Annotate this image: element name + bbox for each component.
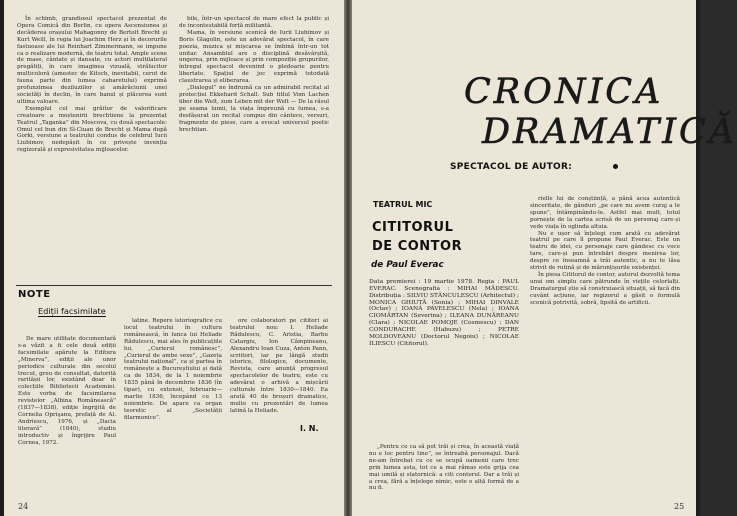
note-column-1 bbox=[18, 336, 116, 447]
section-label: SPECTACOL DE AUTOR: bbox=[450, 162, 573, 172]
paragraph: Exemplul cel mai grăitor de valorificare creatoare a moștenirii brechtiene la prezentat Teatrul „Taganka” din Moscova, cu două spectacole: Omul cel bun din Sî-Ciuan de Brecht și Mama după Gorki, versiune a teatrului condus de celebrul Iurii Liubimov, nedepășit în ce privește invenția regizorală și expresivitatea mijloacelor. bbox=[17, 105, 167, 154]
paragraph: Nu e ușor să înțelegi cum arată cu adevărat teatrul pe care îl propune Paul Everac. Este un teatru de idei, cu personaje care gândesc cu voce tare, care-și pun întrebări despre menirea lor, despre ce înseamnă a trăi autentic, a nu te lăsa strivit de rutină și de mărunțișurile existenței. bbox=[530, 230, 680, 272]
play-credits: Data premierei : 19 martie 1978. Regia : PAUL EVERAC. Scenografia : MIHAI MĂDESCU. Distribuția : SILVIU STĂNCULESCU (Arhitectul) ; MONICA GHIUȚĂ (Sonia) ; MIHAI DINVALE (Octav) ; IOANA PAVELESCU (Nela) ; IOANA CIOMÂRTAN (Severina) ; ILEANA DUNĂREANU (Clara) ; NICOLAE POMOJE (Cosmescu) ; DAN CONDURACHE (Habuzu) ; PETRE MOLDOVEANU (Doctorul Negoiu) ; NICOLAE ILIESCU (Cititorul). bbox=[369, 279, 519, 347]
right-page bbox=[352, 0, 737, 516]
paragraph: „Pentru ce ca să pot trăi și crea, în această viață nu e loc pentru tine”, se întreabă personajul. Dacă ne-am întrebat cu ce se ocupă oamenii care trec prin lumea asta, tot ce a mai rămas este grija cea mai umilă și statornică: a citi contorul. Dar a trăi și a crea, fără a înțelege nimic, este o altă formă de a nu fi. bbox=[369, 444, 519, 492]
cronica-title-line-2: DRAMATICĂ bbox=[482, 112, 737, 152]
paragraph: ore colaboratori pe cititori ai teatrului nou: I. Heliade Rădulescu, C. Aristia, Barbu Catargiu, Ion Câmpineanu, Alexandru Ioan Cuza, Anton Pann, scriitori, iar pe lângă studii istorice, filologice, documente, Revista, care anunță progresul spectacolelor de teatru, este cu adevărat o arhivă a mișcării culturale între 1830—1840. Ea arată 40 de broșuri dramatice, multe cu prezentări de lumea latină la Heliade. bbox=[230, 318, 328, 414]
paragraph: În piesa Cititorul de contor, autorul dezvoltă tema unui om simplu care pătrunde în viețile celorlalți. Dramaturgul știe să construiască situații, să facă din cuvânt acțiune, iar regizorul a găsit o formulă scenică potrivită, sobră, lipsită de artificii. bbox=[530, 271, 680, 306]
page-number-right: 25 bbox=[674, 502, 685, 511]
paragraph: De mare utilitate documentară s-a văzit a fi cele două ediții facsimilate apărute la Editura „Minerva”, ediții ale unor periodice culturale din secolul trecut, greu de consultat, datorită raritășii lor, existând doar în colecțiile Bibliotecii Academiei. Este vorba de facsimilarea revistelor „Albina Românească” (1837—1838), ediție îngrijită de Cornelia Oprişanu, prefață de Al. Andriescu, 1976, și „Dacia literară” (1840), studiu introductiv și îngrijire Paul Cornea, 1972. bbox=[18, 336, 116, 446]
paragraph: Mama, în versiune scenică de Iurii Liubimov și Boris Glagolin, este un adevărat spectacol, în care poezia, muzica și mișcarea se îmbină într-un tot unitar. Ansamblul are o disciplină desăvârșită, ungerea, prin mijloace și prin compoziție grupurilor, întregul spectacol devenind o pledoarie pentru libertate. Spațiul de joc exprimă totodată claustrarea și eliberarea. bbox=[179, 29, 329, 85]
left-column-1 bbox=[17, 16, 167, 154]
note-subtitle bbox=[38, 306, 106, 316]
left-column-2 bbox=[179, 16, 329, 133]
note-column-3 bbox=[230, 318, 328, 415]
note-signature: I. N. bbox=[300, 424, 319, 433]
bullet-dot bbox=[613, 164, 618, 169]
play-title-line-1: CITITORUL bbox=[372, 220, 454, 235]
left-page bbox=[4, 0, 344, 516]
section-divider bbox=[16, 285, 332, 286]
paragraph: „Dialogul” ne îndrumă ca un admirabil recital al protecției Ekkehard Schall. Sub titlul Vom Lachen über die Welt, zum Leben mit der Welt — De la râsul pe seama lumii, la viața împreună cu lumea, s-a desfășurat un recital compus din cântece, versuri, fragmente de piese, care a evocat universul poetic brechtian. bbox=[179, 85, 329, 133]
play-title-line-2: DE CONTOR bbox=[372, 239, 463, 254]
note-heading: NOTE bbox=[18, 289, 51, 300]
review-column-b bbox=[369, 444, 519, 492]
paragraph: bile, într-un spectacol de mare efect la public și de incontestabilă forță militantă. bbox=[179, 16, 329, 29]
play-author: de Paul Everac bbox=[371, 260, 444, 270]
paragraph: rielle lui de conștiință, a până acea autentică sinceritate, de gânduri „pe care nu avem curaj a le spune”, întâmpinându-le. Astfel mai mult, totul pornește de la cartea scrisă de un personaj care-și vede viața în oglinda altuia. bbox=[530, 196, 680, 230]
theatre-label: TEATRUL MIC bbox=[373, 200, 433, 209]
cronica-title-line-1: CRONICA bbox=[464, 72, 664, 112]
paragraph: latine. Repere istoriografice cu locul teatrului în cultura românească, în lunca lui Heliade Rădulescu, mai ales în publicațiile lui, „Curierul românesc”, „Curierul de ambe sexe”, „Gazeta teatrului național”, ca și partea în românește a Bucureștiului și dată ca de 1834, de la 1 noiembrie 1835 până în decembrie 1836 (în tipar), cu extensii, februarie—martie 1836, începând cu 13 noiembrie. De apare ca organ teoretic al „Societății filarmonice”. bbox=[124, 318, 222, 421]
page-number-left: 24 bbox=[18, 502, 29, 511]
note-subtitle-text: Ediții facsimilate bbox=[38, 306, 106, 316]
paragraph: În schimb, grandiosul spectacol prezentat de Opera Comică din Berlin, cu opera Ascensiunea și decăderea orașului Mahagonny de Bertolt Brecht și Kurt Weill, în regia lui Joachim Herz și în decorurile fastuoase ale lui Reinhart Zimmermann, se impune ca o realizare modernă, de teatru total. Ample scene de mase, cântate și dansate, cu actori multilateral pregătiți, în care imaginea vizuală, strălucitor multicoloră (amestec de Kitsch, inevitabil, cerut de fauna parte din lumea cabaretului) exprimă profunzimea deziluziilor și amărăciunii unei societăți în declin, în care banul și plăcerea sunt ultima valoare. bbox=[17, 16, 167, 105]
note-column-2 bbox=[124, 318, 222, 422]
review-column-c bbox=[530, 196, 680, 307]
binding-gutter bbox=[344, 0, 352, 516]
